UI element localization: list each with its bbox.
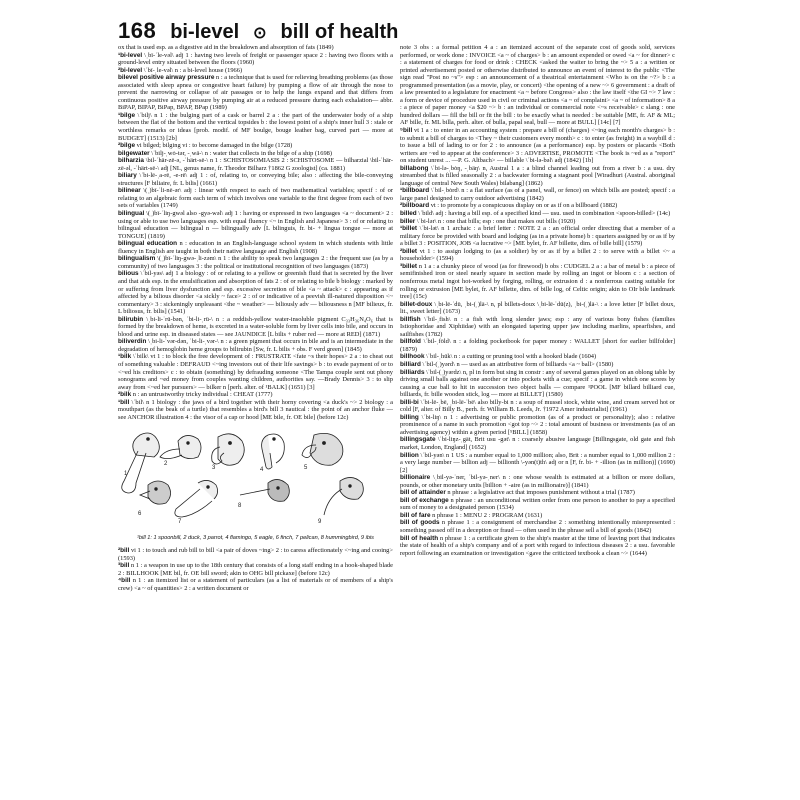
dictionary-entry: [400, 187, 675, 202]
entry-headword: bill of health: [400, 534, 439, 542]
parrot-head-icon: [212, 434, 245, 465]
eagle-head-icon: [302, 434, 343, 466]
entry-definition: \ˈbild\ adj : having a bill esp. of a specified kind — usu. used in combination <spoon-billed> (14c): [416, 210, 671, 218]
dictionary-entry: [400, 210, 675, 218]
entry-definition: n phrase 1 : MENU 2 : PROGRAM (1631): [430, 511, 543, 519]
dictionary-entry: [400, 474, 675, 489]
entry-headword: ²bi-level: [118, 66, 143, 74]
entry-headword: ²billet: [400, 247, 418, 255]
entry-definition: \ˈbī-ˌle-vəl\ n : a bi-level house (1966): [142, 66, 243, 74]
entry-definition: \ˈbi-lə-ˌbȯŋ, -ˌbäŋ\ n, Austral 1 a : a blind channel leading out from a river b : a usu. dry streambed that is filled seasonally 2 : a backwater forming a stagnant pool [Wiradhuri (Austral. aboriginal language of central New South Wales) bilabang] (1862): [400, 164, 675, 187]
dictionary-entry: [400, 489, 675, 497]
entry-definition: \ˈbi-lē-ˌbē, ˌbi-lē-ˈbē\ also billy-bi n : a soup of mussel stock, white wine, and cream served hot or cold [F, alter. of Billy B., perh. fr. William B. Leeds, Jr. †1972 Amer industrialist] (1961): [400, 398, 675, 414]
entry-definition: \ˌbi-lē-ˈdü, ˌbi-(ˌ)lā-\ n, pl billets-doux \ˌbi-lē-ˈdü(z), ˌbi-(ˌ)lā-\ : a love letter [F billet doux, lit., sweet letter] (1673): [400, 300, 675, 316]
entry-definition: \ˈbil-(ˌ)yərd\ n — used as an attributive form of billiards <a ~ ball> (1580): [420, 360, 614, 368]
dictionary-entry: [400, 263, 675, 301]
entry-headword: billfish: [400, 315, 421, 323]
dictionary-entry: [400, 535, 675, 558]
right-column: [400, 44, 675, 789]
entry-headword: billing: [400, 413, 419, 421]
dictionary-entry: [118, 338, 393, 353]
dictionary-entry: [118, 67, 393, 75]
entry-headword: ²bilge: [118, 142, 136, 150]
dictionary-entry: [118, 112, 393, 142]
entry-definition: vi bilged; bilging vi : to become damaged in the bilge (1728): [135, 142, 293, 150]
entry-definition: n phrase : a legislative act that imposes punishment without a trial (1787): [445, 489, 635, 497]
dictionary-entry: [400, 519, 675, 534]
entry-definition: ox that is used esp. as a digestive aid in the breakdown and absorption of fats (1849): [118, 44, 334, 51]
entry-definition: n 1 a : a chunky piece of wood (as for firewood) b obs : CUDGEL 2 a : a bar of metal b : a piece of semifinished iron or steel nearly square in section made by rolling an ingot or bloom c : a section of nonferrous metal ingot hot-worked by forging, rolling, or extrusion d : a nonferrous casting suitable for rolling or extrusion [ME bylet, fr. AF billette, dim. of bille log, of Celtic origin; akin to OIr bile landmark tree] (15c): [400, 262, 675, 301]
entry-definition: n phrase 1 : a consignment of merchandise 2 : something intentionally misrepresented : something passed off in a deception or fraud — often used in the phrase sell a bill of goods (1842): [400, 519, 675, 534]
dictionary-entry: [118, 562, 393, 577]
entry-headword: ⁴bill: [118, 577, 131, 585]
entry-definition: \ˈbilk\ vt 1 : to block the free development of : FRUSTRATE <fate ~s their hopes> 2 a : to cheat out of something valuable : DEFRAUD <~ing investors out of their life savings> b : to evade payment of or to <~ed his creditors> c : to obtain (something) by defrauding someone <The Tampa couple sent out phony sonograms and ~ed money from couples wanting children, authorities say. —Brady Dennis> 3 : to slip away from <~ed her pursuers> — bilker n [perh. alter. of ¹BALK] (1651) [3]: [118, 353, 393, 391]
entry-headword: bilingualism: [118, 255, 156, 263]
entry-headword: bill of goods: [400, 519, 440, 527]
entry-definition: \ˈbil\ n 1 biology : the jaws of a bird together with their horny covering <a duck's ~> 2 biology : a mouthpart (as the beak of a turtle) that resembles a bird's bill 3 nautical : the point of an anchor fluke — see ANCHOR illustration 4 : the visor of a cap or hood [ME bile, fr. OE bile] (before 12c): [118, 398, 393, 421]
dictionary-entry: [400, 452, 675, 475]
entry-headword: biliary: [118, 172, 137, 180]
dictionary-entry: [400, 338, 675, 353]
svg-text:9: 9: [318, 519, 322, 526]
entry-definition: \ˈbil-ˌhük\ n : a cutting or pruning tool with a hooked blade (1604): [424, 353, 597, 361]
entry-headword: ¹billet: [400, 225, 418, 233]
dictionary-entry: [400, 436, 675, 451]
entry-definition: vt : to promote by a conspicuous display on or as if on a billboard (1882): [429, 202, 618, 210]
dictionary-entry: [400, 127, 675, 165]
entry-definition: n phrase : an unconditional written order from one person to another to pay a specified sum of money to a designated person (1534): [400, 496, 675, 512]
entry-definition: \ˈbi-lē-ˌa-rē, -e-rē\ adj 1 : of, relating to, or conveying bile; also : affecting the bile-conveying structures [F biliaire, fr. L bilis] (1661): [118, 172, 393, 187]
dictionary-entry: [400, 218, 675, 226]
entry-definition: n phrase 1 : a certificate given to the ship's master at the time of leaving port that indicates the state of health of a ship's company and of a port with regard to infectious diseases 2 : a usu. favorable report following an examination or investigation <gave the criticized textbook a clean ~> (1644): [400, 534, 675, 557]
entry-headword: bilinear: [118, 187, 141, 195]
flamingo-head-icon: [262, 434, 285, 469]
entry-definition: \ˌbi-li-ˈvər-dən, ˈbi-li-ˌvər-\ n : a green pigment that occurs in bile and is an intermediate in the degradation of hemoglobin heme groups to bilirubin [Sw, fr. L bilis + obs. F verd green] (1845): [118, 338, 393, 353]
page-header: [118, 18, 398, 44]
dictionary-entry: [118, 255, 393, 270]
dictionary-entry: [118, 187, 393, 210]
entry-headword: bill of exchange: [400, 496, 449, 504]
svg-text:8: 8: [238, 503, 242, 510]
entry-definition: vi 1 : to touch and rub bill to bill <a pair of doves ~ing> 2 : to caress affectionately <~ing and cooing> (1593): [118, 547, 393, 562]
entry-definition: vt 1 : to assign lodging to (as a soldier) by or as if by a billet 2 : to serve with a billet <~ a householder> (1594): [400, 247, 675, 263]
svg-text:4: 4: [260, 467, 264, 474]
entry-definition: n 1 : an itemized list or a statement of particulars (as a list of materials or of members of a ship's crew) <a ~ of quantities> 2 : a written document or: [118, 577, 393, 592]
dictionary-entry: [400, 512, 675, 520]
entry-headword: billfold: [400, 338, 421, 346]
dictionary-entry: [118, 74, 393, 112]
dictionary-entry: [400, 316, 675, 339]
entry-definition: \ˈbil-yəs\ adj 1 a biology : of or relating to a yellow or greenish fluid that is secreted by the liver and that aids esp. in the emulsification and absorption of fats 2 : of or relating to bile b biology : marked by or suffering from liver dysfunction and esp. excessive secretion of bile <a ~ attack> c : appearing as if affected by a bilious disorder <a sickly ~ face> 2 : of or indicative of a peevish ill-natured disposition <~ commentary> 3 : sickeningly unpleasant <the ~ weather> — biliously adv — biliousness n [MF bilieux, fr. L biliosus, fr. bilis] (1541): [118, 270, 393, 316]
left-column: [118, 44, 393, 789]
dictionary-entry: [118, 547, 393, 562]
entry-headword: ¹bill: [118, 398, 130, 406]
dictionary-entry: [118, 210, 393, 240]
entry-headword: bilevel positive airway pressure: [118, 74, 215, 82]
dictionary-entry: [118, 316, 393, 339]
entry-headword: billiards: [400, 368, 425, 376]
entry-headword: billionaire: [400, 474, 431, 482]
svg-text:3: 3: [212, 465, 216, 472]
entry-headword: ¹bilk: [118, 353, 132, 361]
entry-definition: \bil-ˈhär-zē-ə, -ˈhärt-sē-\ n 1 : SCHISTOSOMIASIS 2 : SCHISTOSOME — bilharzial \bil-ˈhär-zē-əl, -ˈhärt-sē-\ adj [NL, genus name, fr. Theodor Bilharz †1862 G zoologist] (ca. 1881): [118, 157, 393, 172]
entry-headword: billhook: [400, 353, 425, 361]
entry-headword: bilious: [118, 270, 139, 278]
guide-word-first: bi-level: [170, 21, 240, 43]
entry-headword: bilharzia: [118, 157, 144, 165]
entry-definition: \ˈbil-ˌfōld\ n : a folding pocketbook for paper money : WALLET [short for earlier billfolder] (1879): [400, 338, 675, 353]
entry-headword: ³bill: [118, 562, 130, 570]
entry-definition: \ˈbil-yən\ n 1 US : a number equal to 1,000 million; also, Brit : a number equal to 1,000 million 2 : a very large number — billion adj — billionth \-yən(t)th\ adj or n [F, fr. bi- + -illion (as in million)] (1690) [2]: [400, 451, 675, 474]
dictionary-entry: [400, 414, 675, 437]
dictionary-entry: [400, 301, 675, 316]
dictionary-entry: [118, 142, 393, 150]
page-number: 168: [118, 18, 157, 43]
guide-word-last: bill of health: [280, 21, 399, 43]
ibis-head-icon: [324, 478, 363, 516]
dictionary-entry: [400, 361, 675, 369]
entry-headword: biller: [400, 217, 416, 225]
entry-definition: \ˈbil-(ˌ)yərdz\ n, pl in form but sing in constr : any of several games played on an oblong table by driving small balls against one another or into pockets with a cue; specif : a game in which one scores by causing a cue ball to hit in succession two object balls — compare ¹POOL [MF billard billiard cue, billiards, fr. bille wooden stick, log — more at BILLET] (1580): [400, 368, 675, 399]
dictionary-entry: [118, 391, 393, 399]
duck-head-icon: [160, 436, 201, 459]
bill-illustration: [118, 425, 393, 533]
dictionary-entry: [118, 240, 393, 255]
dictionary-entry: [118, 353, 393, 391]
dictionary-entry: [118, 52, 393, 67]
dictionary-entry: [118, 172, 393, 187]
entry-headword: biliverdin: [118, 338, 147, 346]
dictionary-entry: [400, 399, 675, 414]
entry-headword: bill of fare: [400, 511, 431, 519]
entry-headword: billi-bi: [400, 398, 419, 406]
dictionary-entry: [400, 225, 675, 248]
entry-definition: \ˈbi-liŋz-ˌgāt, Brit usu -gət\ n : coarsely abusive language [Billingsgate, old gate and fish market, London, England] (1652): [400, 436, 675, 451]
entry-headword: billet-doux: [400, 300, 433, 308]
entry-definition: \ˈbi-liŋ\ n 1 : advertising or public promotion (as of a product or personality); also : relative prominence of a name in such promotion <got top ~> 2 : total amount of business or investments (as of an advertising agency) within a given period [⁵BILL] (1858): [400, 413, 675, 436]
dictionary-entry: [400, 44, 675, 127]
svg-text:7: 7: [178, 519, 182, 526]
entry-headword: billed: [400, 210, 417, 218]
entry-definition: \ˌbil-yə-ˈner, ˈbil-yə-ˌner\ n : one whose wealth is estimated at a billion or more dollars, pounds, or other monetary units [billion + -aire (as in millionaire)] (1841): [400, 474, 675, 489]
svg-text:1: 1: [124, 471, 128, 478]
dictionary-entry: [118, 44, 393, 52]
entry-headword: ⁵bill: [400, 127, 413, 135]
entry-headword: billingsgate: [400, 436, 436, 444]
dictionary-entry: [400, 165, 675, 188]
entry-headword: ²bilk: [118, 391, 132, 399]
dictionary-entry: [118, 399, 393, 422]
entry-headword: bilgewater: [118, 149, 150, 157]
dictionary-entry: [118, 150, 393, 158]
entry-definition: n : a technique that is used for relieving breathing problems (as those associated with sleep apnea or congestive heart failure) by pumping a flow of air through the nose to prevent the narrowing or collapse of air passages or to help the lungs expand and that differs from continuous positive airway pressure by pumping air at a reduced pressure during each exhalation— abbr. BiPAP, BIPAP, BiPap, BPAP, BPap (1989): [118, 74, 393, 112]
dictionary-entry: [400, 202, 675, 210]
dictionary-entry: [400, 248, 675, 263]
entry-definition: n : education in an English-language school system in which students with little fluency in English are taught in both their native language and English (1908): [118, 240, 393, 255]
entry-definition: n : an untrustworthy tricky individual : CHEAT (1777): [131, 391, 273, 399]
entry-definition: \(ˌ)bī-ˈliŋ-gwə-ˌli-zəm\ n 1 : the ability to speak two languages 2 : the frequent use (as by a community) of two languages 3 : the political or institutional recognition of two languages (1873): [118, 255, 393, 270]
entry-definition: \ˌbi-li-ˈrü-bən, ˈbi-li-ˌrü-\ n : a reddish-yellow water-insoluble pigment C₃₃H₃₆N₄O₆ that is formed by the breakdown of heme, is excreted in a water-soluble form by liver cells into bile, and occurs in blood and urine esp. in diseased states — see JAUNDICE [L bilis + ruber red — more at RED] (1871): [118, 315, 393, 338]
hummingbird-head-icon: [240, 480, 289, 502]
entry-definition: \ˈbil-ˌfish\ n : a fish with long slender jaws; esp : any of various bony fishes (families Istiophoridae and Xiphiidae) with an elongated tapering upper jaw including marlins, spearfishes, and sailfishes (1782): [400, 315, 675, 338]
bird-bills-drawing: [118, 425, 393, 533]
entry-headword: ¹bilge: [118, 111, 136, 119]
entry-headword: bilirubin: [118, 315, 144, 323]
dictionary-entry: [118, 157, 393, 172]
dictionary-entry: [400, 369, 675, 399]
entry-headword: bilingual: [118, 210, 145, 218]
entry-definition: \ˈbi-lət\ n 1 archaic : a brief letter : NOTE 2 a : an official order directing that a member of a military force be provided with board and lodging (as in a private home) b : quarters assigned by or as if by a billet 3 : POSITION, JOB <a lucrative ~> [ME bylet, fr. AF billette, dim. of bille bill] (1579): [400, 225, 675, 248]
dictionary-entry: [400, 353, 675, 361]
entry-definition: \ˈbi-lər\ n : one that bills; esp : one that makes out bills (1920): [415, 217, 576, 225]
entry-definition: n 1 : a weapon in use up to the 18th century that consists of a long staff ending in a hook-shaped blade 2 : BILLHOOK [ME bil, fr. OE bill sword; akin to OHG bill pickaxe] (before 12c): [118, 562, 393, 577]
entry-definition: note 3 obs : a formal petition 4 a : an itemized account of the separate cost of goods sold, services performed, or work done : INVOICE <a ~ of charges> b : an amount expended or owed <a ~ for dinner> c : a statement of charges for food or drink : CHECK <asked the waiter to bring the ~> 5 a : a written or printed advertisement posted or otherwise distributed to announce an event of interest to the public <The sign read "Post no ~s"> esp : an announcement of a theatrical entertainment <Who is on the ~?> b : a programmed presentation (as a movie, play, or concert) <the opening of a new ~> 6 government : a draft of a law presented to a legislature for enactment <a ~ before Congress> also : the law itself <the GI ~> 7 law : a form or device of procedure used in civil or criminal actions <a ~ of complaint> <a ~ of information> 8 a : a piece of paper money <a $20 ~> b : an individual or commercial note <~s receivable> c slang : one hundred dollars — fill the bill or fit the bill : to be exactly what is needed : be suitable [ME, fr. AF & ML; AF bille, fr. ML billa, perh. alter. of bulla, papal seal, bull — more at BULL] [14c] [7]: [400, 44, 675, 127]
entry-definition: \ˌbī-ˈle-vəl\ adj 1 : having two levels of freight or passenger space 2 : having two floors with a ground-level entry situated between the floors (1960): [118, 51, 393, 67]
entry-headword: billiard: [400, 360, 421, 368]
entry-headword: ¹billboard: [400, 187, 430, 195]
entry-headword: billion: [400, 451, 419, 459]
illustration-caption: ¹bill 1: 1 spoonbill, 2 duck, 3 parrot, 4 flamingo, 5 eagle, 6 finch, 7 pelican, 8 hummingbird, 9 ibis: [137, 535, 374, 542]
entry-headword: ²billboard: [400, 202, 430, 210]
pelican-head-icon: [175, 481, 218, 518]
entry-definition: \ˈbilj\ n 1 : the bulging part of a cask or barrel 2 a : the part of the underwater body of a ship between the flat of the bottom and the vertical topsides b : the lowest point of a ship's inner hull 3 : stale or worthless remarks or ideas [prob. modif. of MF boulge, bouge leather bag, curved part — more at BUDGET] (1513) [2b]: [118, 111, 393, 142]
entry-definition: \ˈbilj-ˌwȯ-tər, -ˌwä-\ n : water that collects in the bilge of a ship (1698): [149, 149, 332, 157]
entry-definition: vt 1 a : to enter in an accounting system : prepare a bill of (charges) <~ing each month's charges> b : to submit a bill of charges to <They ~ their customers every month> c : to enter (as freight) in a waybill d : to issue a bill of lading to or for 2 : to announce (as a performance) esp. by posters or placards <Both writers are ~ed to appear at the conference> 3 : ADVERTISE, PROMOTE <The book is ~ed as a "report" on student unrest ... —P. G. Altbach> — billable \ˈbi-lə-bəl\ adj (1842) [1b]: [400, 127, 675, 165]
entry-headword: ³billet: [400, 262, 418, 270]
svg-text:6: 6: [138, 511, 142, 518]
entry-definition: \ˈbil-ˌbȯrd\ n : a flat surface (as of a panel, wall, or fence) on which bills are posted; specif : a large panel designed to carry outdoor advertising (1842): [400, 187, 675, 202]
dictionary-entry: [118, 577, 393, 592]
entry-headword: bill of attainder: [400, 489, 446, 497]
svg-text:2: 2: [164, 461, 168, 468]
entry-definition: \(ˌ)bī-ˈli-nē-ər\ adj : linear with respect to each of two mathematical variables; specif : of or relating to an algebraic form each term of which involves one variable to the first degree from each of two sets of variables (1749): [118, 187, 393, 210]
svg-text:5: 5: [304, 465, 308, 472]
dictionary-entry: [400, 497, 675, 512]
finch-head-icon: [140, 481, 171, 504]
entry-headword: ¹bi-level: [118, 51, 143, 59]
entry-headword: ²bill: [118, 547, 130, 555]
dictionary-entry: [118, 270, 393, 315]
entry-definition: \(ˌ)bī-ˈliŋ-gwəl also -gyə-wəl\ adj 1 : having or expressed in two languages <a ~ document> 2 : using or able to use two languages esp. with equal fluency <~ in English and Japanese> 3 : of or relating to bilingual education — bilingual n — bilingually adv [L bilinguis, fr. bi- + lingua tongue — more at TONGUE] (1819): [118, 210, 393, 240]
entry-headword: bilingual education: [118, 240, 178, 248]
entry-headword: billabong: [400, 164, 429, 172]
guide-separator-icon: ⊙: [253, 25, 267, 42]
